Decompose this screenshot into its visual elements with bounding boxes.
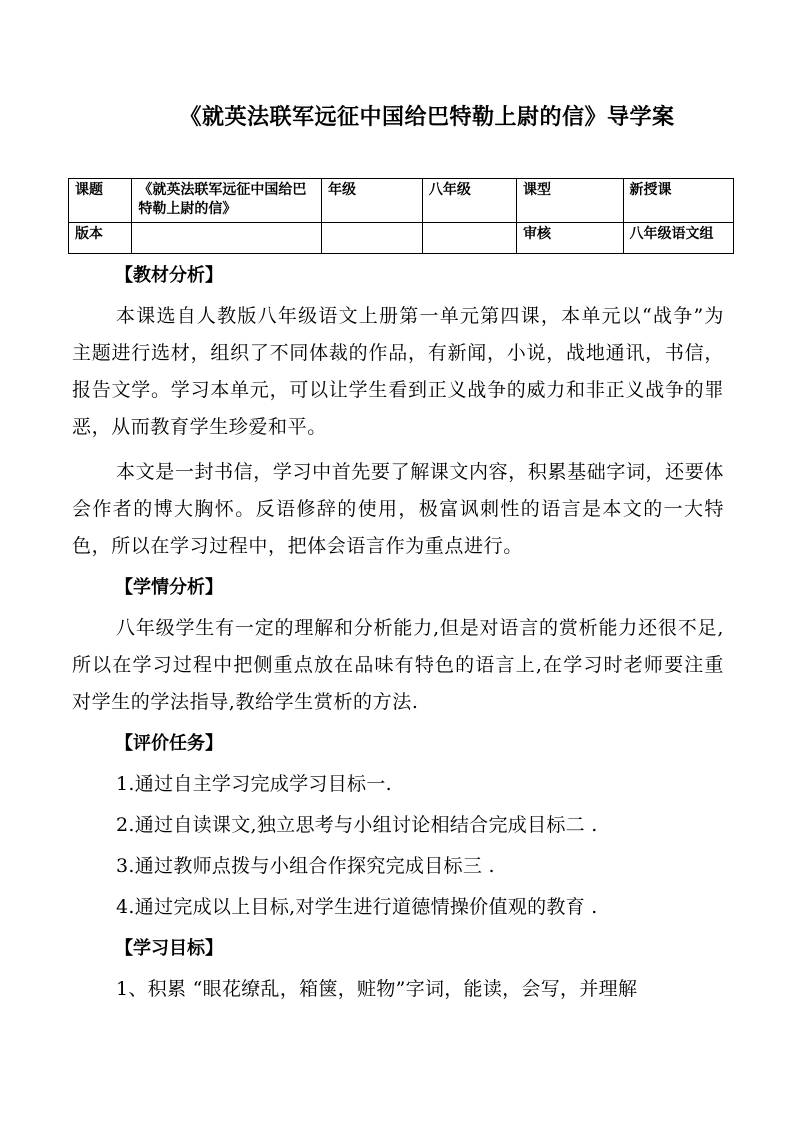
lesson-name: 《就英法联军远征中国给巴特勒上尉的信》 bbox=[132, 179, 322, 223]
evaluation-item: 2.通过自读课文,独立思考与小组讨论相结合完成目标二 . bbox=[116, 814, 598, 836]
label-lesson: 课题 bbox=[69, 179, 132, 223]
info-table-row bbox=[69, 223, 734, 254]
version-value bbox=[132, 223, 322, 254]
info-table bbox=[68, 178, 734, 254]
grade-value: 八年级 bbox=[422, 179, 516, 223]
label-grade: 年级 bbox=[322, 179, 423, 223]
students-paragraph: 八年级学生有一定的理解和分析能力,但是对语言的赏析能力还很不足,所以在学习过程中把侧重点放在品味有特色的语言上,在学习时老师要注重对学生的学法指导,教给学生赏析的方法. bbox=[72, 617, 724, 713]
document-title: 《就英法联军远征中国给巴特勒上尉的信》导学案 bbox=[179, 105, 675, 130]
evaluation-item: 4.通过完成以上目标,对学生进行道德情操价值观的教育 . bbox=[116, 896, 598, 918]
info-table-row bbox=[69, 179, 734, 223]
section-heading-goals: 【学习目标】 bbox=[115, 938, 223, 959]
material-paragraph-1: 本课选自人教版八年级语文上册第一单元第四课，本单元以“战争”为主题进行选材，组织了不同体裁的作品，有新闻，小说，战地通讯，书信，报告文学。学习本单元，可以让学生看到正义战争的威力和非正义战争的罪恶，从而教育学生珍爱和平。 bbox=[72, 305, 724, 438]
document-body bbox=[72, 255, 724, 1012]
blank-cell bbox=[422, 223, 516, 254]
blank-cell bbox=[322, 223, 423, 254]
goals-item: 1、积累 “眼花缭乱，箱箧，赃物”字词，能读，会写，并理解 bbox=[116, 978, 638, 1000]
label-review: 审核 bbox=[516, 223, 623, 254]
review-value: 八年级语文组 bbox=[623, 223, 733, 254]
evaluation-item: 3.通过教师点拨与小组合作探究完成目标三 . bbox=[116, 855, 495, 877]
material-paragraph-2: 本文是一封书信，学习中首先要了解课文内容，积累基础字词，还要体会作者的博大胸怀。反语修辞的使用，极富讽刺性的语言是本文的一大特色，所以在学习过程中，把体会语言作为重点进行。 bbox=[72, 461, 724, 557]
evaluation-item: 1.通过自主学习完成学习目标一. bbox=[116, 773, 392, 795]
section-heading-students: 【学情分析】 bbox=[115, 577, 223, 598]
section-heading-material: 【教材分析】 bbox=[115, 265, 223, 286]
label-version: 版本 bbox=[69, 223, 132, 254]
label-type: 课型 bbox=[516, 179, 623, 223]
section-heading-evaluation: 【评价任务】 bbox=[115, 733, 223, 754]
type-value: 新授课 bbox=[623, 179, 733, 223]
